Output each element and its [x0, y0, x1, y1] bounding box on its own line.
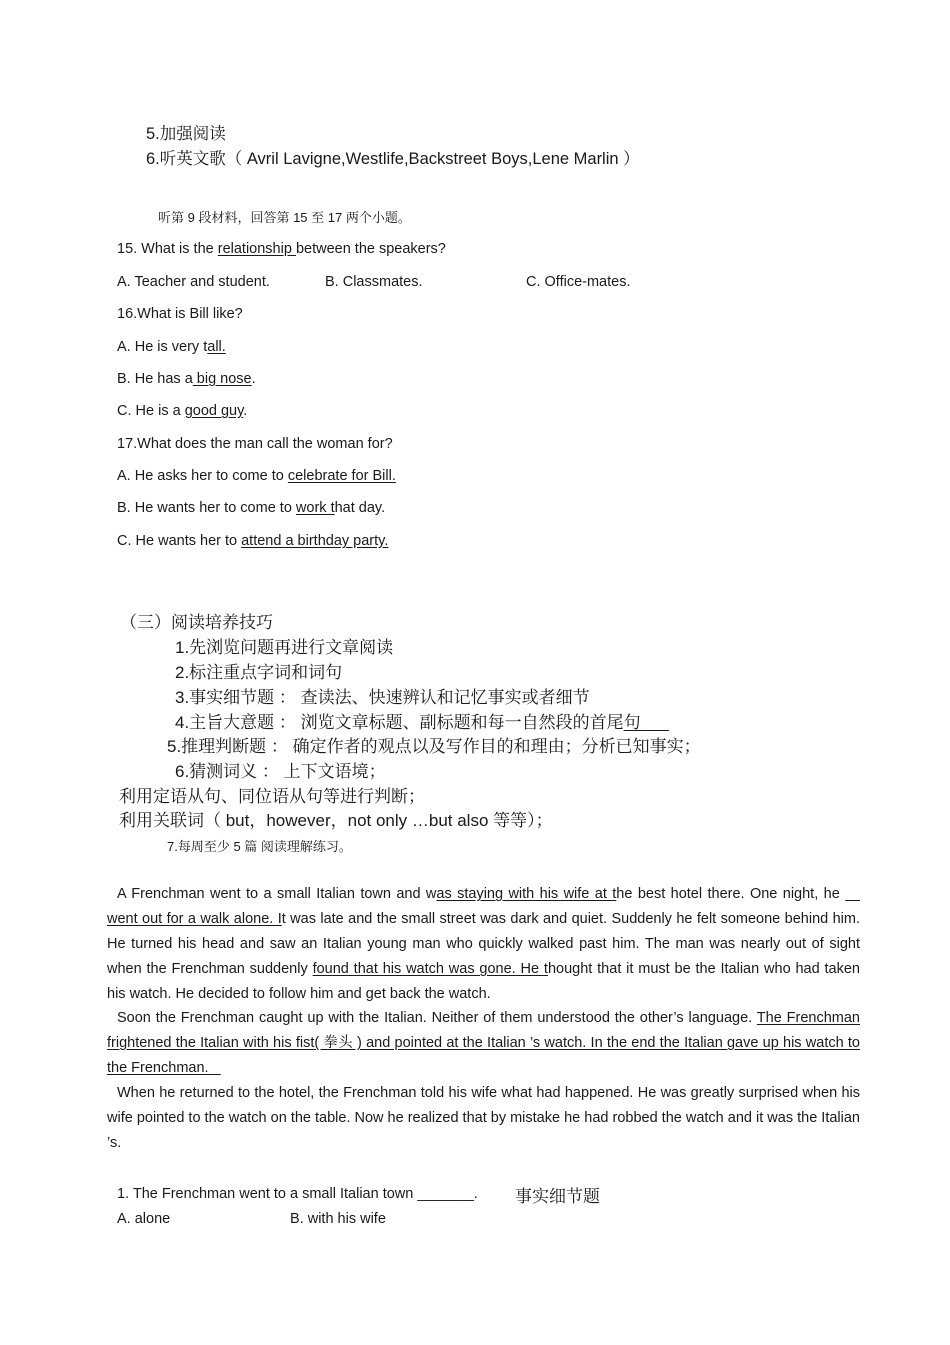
- reading-skill-2: 2.标注重点字词和词句: [175, 663, 343, 682]
- passage-question-1-stem: 1. The Frenchman went to a small Italian town _______.: [117, 1186, 478, 1202]
- listening-instruction: 听第 9 段材料，回答第 15 至 17 两个小题。: [158, 210, 411, 225]
- tip-item-6: 6.听英文歌（ Avril Lavigne,Westlife,Backstreet Boys,Lene Marlin ）: [146, 150, 640, 168]
- question-16-option-c: C. He is a good guy.: [117, 403, 248, 419]
- question-17-option-b: B. He wants her to come to work that day.: [117, 500, 386, 516]
- reading-skill-6: 6.猜测词义 ： 上下文语境；: [175, 762, 386, 781]
- passage-paragraph-3: When he returned to the hotel, the Frenchman told his wife what had happened. He was greatly surprised when his wife pointed to the watch on the table. Now he realized that by mistake he had robbed the watch and it was the Italian ’s.: [107, 1085, 860, 1151]
- question-17-option-a: A. He asks her to come to celebrate for Bill.: [117, 468, 396, 484]
- question-15-option-a: A. Teacher and student.: [117, 274, 270, 290]
- question-15-option-b: B. Classmates.: [325, 274, 423, 290]
- question-16-stem: 16.What is Bill like?: [117, 306, 243, 322]
- reading-skill-4: 4.主旨大意题 ： 浏览文章标题、副标题和每一自然段的首尾句: [175, 713, 641, 732]
- reading-skill-6-note-a: 利用定语从句、同位语从句等进行判断；: [119, 787, 425, 806]
- question-15-option-c: C. Office-mates.: [526, 274, 631, 290]
- passage-question-1-option-b: B. with his wife: [290, 1211, 386, 1227]
- question-15-stem: 15. What is the relationship between the speakers?: [117, 241, 446, 257]
- reading-skill-5: 5.推理判断题 ： 确定作者的观点以及写作目的和理由；分析已知事实；: [167, 737, 701, 756]
- reading-skill-6-note-b: 利用关联词（ but，however，not only …but also 等等）；: [119, 811, 553, 830]
- question-17-stem: 17.What does the man call the woman for?: [117, 436, 393, 452]
- passage-question-1-tag: 事实细节题: [515, 1187, 600, 1206]
- question-16-option-a: A. He is very tall.: [117, 339, 226, 355]
- reading-skill-7: 7.每周至少 5 篇 阅读理解练习。: [167, 839, 352, 854]
- passage-paragraph-2: Soon the Frenchman caught up with the Italian. Neither of them understood the other’s language. The Frenchman frightened the Italian with his fist( 拳头 ) and pointed at the Italian ’s watch. In the end the Italian gave up his watch to the Frenchman.: [107, 1010, 860, 1076]
- tip-item-5: 5.加强阅读: [146, 125, 226, 143]
- reading-skill-1: 1.先浏览问题再进行文章阅读: [175, 638, 394, 657]
- reading-skill-3: 3.事实细节题 ： 查读法、快速辨认和记忆事实或者细节: [175, 688, 590, 707]
- passage-paragraph-1: A Frenchman went to a small Italian town and was staying with his wife at the best hotel there. One night, he went out for a walk alone. It was late and the small street was dark and quiet. Suddenly he felt someone behind him. He turned his head and saw an Italian young man who quickly walked past him. The man was nearly out of sight when the Frenchman suddenly found that his watch was gone. He thought that it must be the Italian who had taken his watch. He decided to follow him and get back the watch.: [107, 886, 860, 1002]
- question-16-option-b: B. He has a big nose.: [117, 371, 256, 387]
- reading-skills-heading: （三）阅读培养技巧: [120, 613, 273, 632]
- question-17-option-c: C. He wants her to attend a birthday party.: [117, 533, 389, 549]
- passage-question-1-option-a: A. alone: [117, 1211, 171, 1227]
